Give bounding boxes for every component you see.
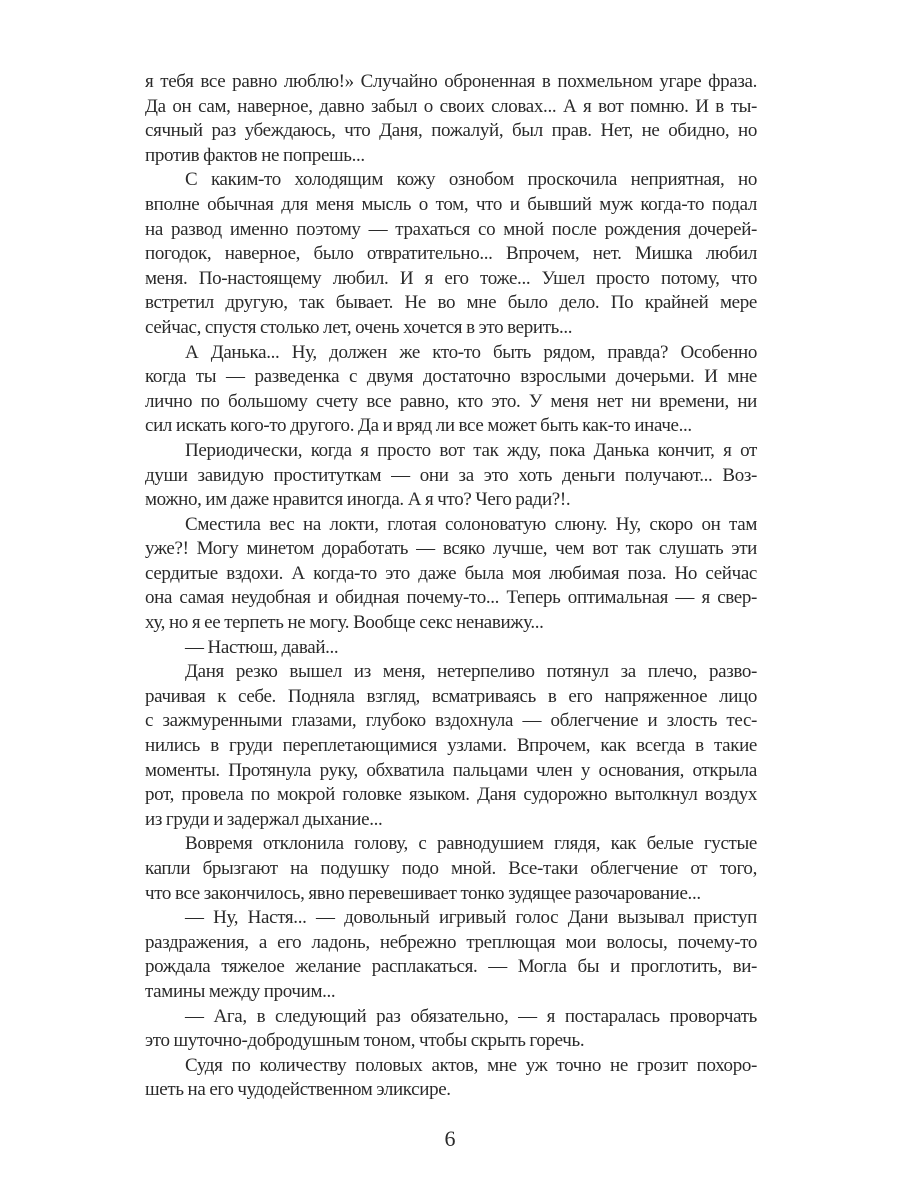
text-line: нились в груди переплетающимися узлами. Впрочем, как всегда в такие bbox=[145, 735, 757, 757]
text-line: Да он сам, наверное, давно забыл о своих словах... А я вот помню. И в ты- bbox=[145, 95, 757, 117]
text-line: это шуточно-добродушным тоном, чтобы скрыть горечь. bbox=[145, 1030, 585, 1052]
text-line: встретил другую, так бывает. Не во мне было дело. По крайней мере bbox=[145, 292, 757, 314]
paragraph bbox=[145, 513, 757, 636]
text-line: капли брызгают на подушку подо мной. Все-таки облегчение от того, bbox=[145, 858, 757, 879]
text-line: А Данька... Ну, должен же кто-то быть рядом, правда? Особенно bbox=[185, 341, 757, 363]
paragraph bbox=[145, 1054, 757, 1103]
text-line: когда ты — разведенка с двумя достаточно взрослыми дочерьми. И мне bbox=[145, 366, 757, 388]
text-line: — Ну, Настя... — довольный игривый голос Дани вызывал приступ bbox=[185, 907, 757, 929]
text-line: Даня резко вышел из меня, нетерпеливо потянул за плечо, разво- bbox=[185, 661, 757, 683]
text-line: сейчас, спустя столько лет, очень хочется в это верить... bbox=[145, 316, 573, 338]
text-line: Периодически, когда я просто вот так жду, пока Данька кончит, я от bbox=[185, 439, 757, 461]
paragraph bbox=[145, 1005, 757, 1054]
text-line: рождала тяжелое желание расплакаться. — Могла бы и проглотить, ви- bbox=[145, 956, 757, 978]
text-line: — Настюш, давай... bbox=[185, 636, 339, 658]
paragraph bbox=[145, 906, 757, 1004]
text-line: рачивая к себе. Подняла взгляд, всматриваясь в его напряженное лицо bbox=[145, 685, 757, 707]
text-line: шеть на его чудодейственном эликсире. bbox=[145, 1079, 451, 1101]
paragraph bbox=[145, 832, 757, 906]
text-line: с зажмуренными глазами, глубоко вздохнула — облегчение и злость тес- bbox=[145, 710, 757, 732]
text-line: Судя по количеству половых актов, мне уж точно не грозит похоро- bbox=[185, 1054, 757, 1076]
text-line: сил искать кого-то другого. Да и вряд ли все может быть как-то иначе... bbox=[145, 415, 692, 437]
text-line: рот, провела по мокрой головке языком. Даня судорожно вытолкнул воздух bbox=[145, 784, 757, 806]
text-line: меня. По-настоящему любил. И я его тоже... Ушел просто потому, что bbox=[145, 267, 757, 289]
text-line: на развод именно поэтому — трахаться со мной после рождения дочерей- bbox=[145, 218, 757, 240]
page-body-text bbox=[145, 70, 757, 1103]
text-line: Сместила вес на локти, глотая солоноватую слюну. Ну, скоро он там bbox=[185, 513, 757, 535]
paragraph bbox=[145, 341, 757, 439]
text-line: я тебя все равно люблю!» Случайно оброненная в похмельном угаре фраза. bbox=[145, 71, 757, 92]
text-line: Вовремя отклонила голову, с равнодушием глядя, как белые густые bbox=[185, 833, 757, 855]
text-line: души завидую проституткам — они за это хоть деньги получают... Воз- bbox=[145, 464, 757, 486]
text-line: можно, им даже нравится иногда. А я что? Чего ради?!. bbox=[145, 489, 571, 511]
text-line: она самая неудобная и обидная почему-то... Теперь оптимальная — я свер- bbox=[145, 587, 757, 609]
text-line: вполне обычная для меня мысль о том, что и бывший муж когда-то подал bbox=[145, 193, 757, 215]
text-line: что все закончилось, явно перевешивает тонко зудящее разочарование... bbox=[145, 882, 701, 904]
text-line: С каким-то холодящим кожу ознобом проскочила неприятная, но bbox=[185, 169, 757, 191]
paragraph bbox=[145, 636, 757, 661]
paragraph bbox=[145, 660, 757, 832]
text-line: моменты. Протянула руку, обхватила пальцами член у основания, открыла bbox=[145, 759, 757, 781]
text-line: лично по большому счету все равно, кто это. У меня нет ни времени, ни bbox=[145, 390, 757, 412]
paragraph bbox=[145, 70, 757, 168]
text-line: из груди и задержал дыхание... bbox=[145, 808, 383, 830]
text-line: — Ага, в следующий раз обязательно, — я постаралась проворчать bbox=[185, 1005, 757, 1027]
text-line: сердитые вздохи. А когда-то это даже была моя любимая поза. Но сейчас bbox=[145, 562, 757, 584]
text-line: тамины между прочим... bbox=[145, 980, 336, 1002]
text-line: уже?! Могу минетом доработать — всяко лучше, чем вот так слушать эти bbox=[145, 538, 757, 560]
text-line: ху, но я ее терпеть не могу. Вообще секс ненавижу... bbox=[145, 612, 544, 634]
text-line: против фактов не попрешь... bbox=[145, 144, 365, 166]
text-line: раздражения, а его ладонь, небрежно треплющая мои волосы, почему-то bbox=[145, 931, 757, 953]
text-line: погодок, наверное, было отвратительно... Впрочем, нет. Мишка любил bbox=[145, 243, 757, 265]
page-number: 6 bbox=[444, 1126, 456, 1151]
paragraph bbox=[145, 168, 757, 340]
text-line: сячный раз убеждаюсь, что Даня, пожалуй, был прав. Нет, не обидно, но bbox=[145, 120, 757, 142]
paragraph bbox=[145, 439, 757, 513]
